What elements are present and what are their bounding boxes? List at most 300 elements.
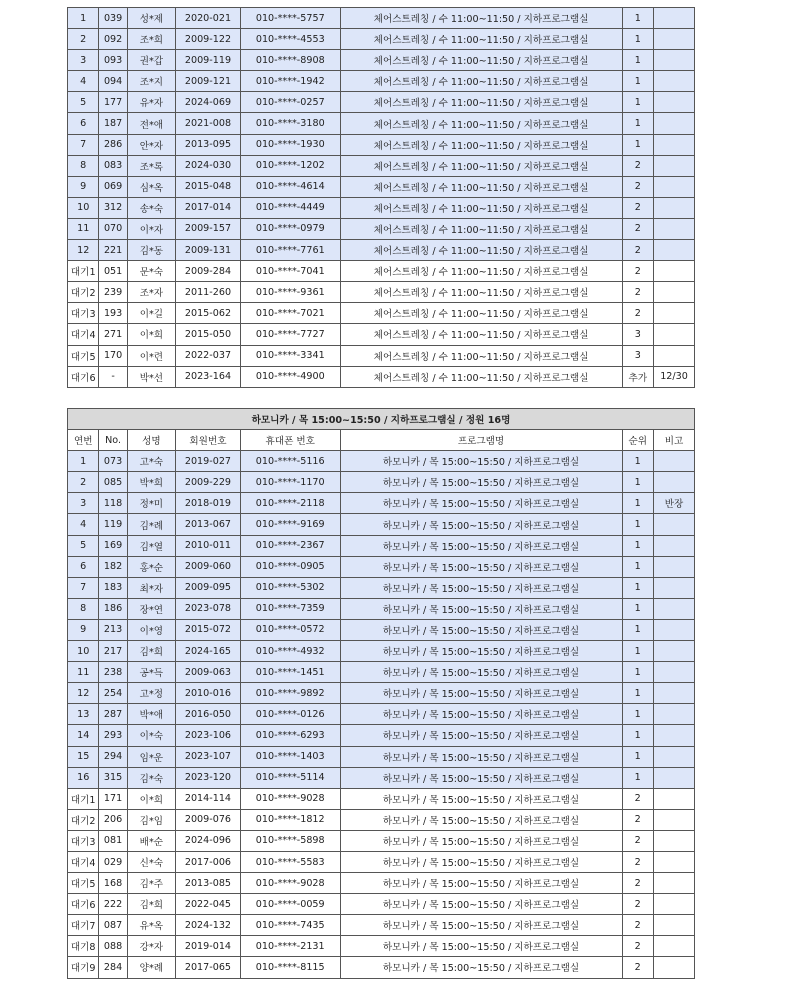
cell-phone: 010-****-7761 xyxy=(240,240,340,261)
chair-stretching-roster-table xyxy=(67,7,695,388)
table-row xyxy=(68,472,695,493)
cell-no: 083 xyxy=(99,155,127,176)
table-row xyxy=(68,851,695,872)
cell-rank: 2 xyxy=(622,915,653,936)
table-row xyxy=(68,704,695,725)
cell-program: 하모니카 / 목 15:00~15:50 / 지하프로그램실 xyxy=(340,957,622,978)
cell-seq: 6 xyxy=(68,113,99,134)
cell-rank: 1 xyxy=(622,92,653,113)
cell-phone: 010-****-6293 xyxy=(240,725,340,746)
cell-no: 222 xyxy=(99,894,127,915)
chair-stretching-roster-body xyxy=(68,8,695,388)
cell-program: 하모니카 / 목 15:00~15:50 / 지하프로그램실 xyxy=(340,556,622,577)
cell-name: 박*애 xyxy=(127,704,175,725)
cell-phone: 010-****-1202 xyxy=(240,155,340,176)
cell-no: 312 xyxy=(99,197,127,218)
cell-member-id: 2017-006 xyxy=(175,851,240,872)
cell-program: 하모니카 / 목 15:00~15:50 / 지하프로그램실 xyxy=(340,683,622,704)
cell-seq: 대기6 xyxy=(68,366,99,387)
table-row xyxy=(68,577,695,598)
cell-seq: 10 xyxy=(68,197,99,218)
cell-member-id: 2023-107 xyxy=(175,746,240,767)
cell-member-id: 2009-131 xyxy=(175,240,240,261)
header-name: 성명 xyxy=(127,430,175,451)
cell-rank: 2 xyxy=(622,176,653,197)
cell-seq: 4 xyxy=(68,514,99,535)
cell-program: 체어스트레칭 / 수 11:00~11:50 / 지하프로그램실 xyxy=(340,50,622,71)
cell-member-id: 2015-050 xyxy=(175,324,240,345)
cell-seq: 14 xyxy=(68,725,99,746)
cell-no: 217 xyxy=(99,641,127,662)
cell-seq: 3 xyxy=(68,50,99,71)
cell-member-id: 2023-164 xyxy=(175,366,240,387)
cell-name: 배*순 xyxy=(127,830,175,851)
cell-name: 임*운 xyxy=(127,746,175,767)
cell-no: 286 xyxy=(99,134,127,155)
cell-rank: 2 xyxy=(622,894,653,915)
table-row xyxy=(68,155,695,176)
cell-member-id: 2024-165 xyxy=(175,641,240,662)
cell-phone: 010-****-7021 xyxy=(240,303,340,324)
cell-seq: 대기4 xyxy=(68,324,99,345)
cell-note xyxy=(653,873,694,894)
cell-phone: 010-****-8115 xyxy=(240,957,340,978)
cell-phone: 010-****-0572 xyxy=(240,619,340,640)
cell-note xyxy=(654,345,695,366)
cell-note xyxy=(653,556,694,577)
table-row xyxy=(68,936,695,957)
table-row xyxy=(68,324,695,345)
cell-phone: 010-****-5757 xyxy=(240,8,340,29)
cell-phone: 010-****-2118 xyxy=(240,493,340,514)
cell-phone: 010-****-4932 xyxy=(240,641,340,662)
cell-member-id: 2013-085 xyxy=(175,873,240,894)
cell-phone: 010-****-2367 xyxy=(240,535,340,556)
cell-rank: 2 xyxy=(622,303,653,324)
cell-seq: 12 xyxy=(68,240,99,261)
cell-name: 박*희 xyxy=(127,472,175,493)
cell-program: 체어스트레칭 / 수 11:00~11:50 / 지하프로그램실 xyxy=(340,71,622,92)
cell-no: 206 xyxy=(99,809,127,830)
cell-rank: 1 xyxy=(622,725,653,746)
cell-note xyxy=(654,303,695,324)
cell-no: 238 xyxy=(99,662,127,683)
cell-program: 하모니카 / 목 15:00~15:50 / 지하프로그램실 xyxy=(340,746,622,767)
table-title: 하모니카 / 목 15:00~15:50 / 지하프로그램실 / 정원 16명 xyxy=(68,409,695,430)
cell-member-id: 2009-284 xyxy=(175,261,240,282)
cell-program: 체어스트레칭 / 수 11:00~11:50 / 지하프로그램실 xyxy=(340,261,622,282)
cell-seq: 대기3 xyxy=(68,303,99,324)
cell-note xyxy=(653,851,694,872)
cell-no: 171 xyxy=(99,788,127,809)
cell-program: 하모니카 / 목 15:00~15:50 / 지하프로그램실 xyxy=(340,788,622,809)
cell-rank: 1 xyxy=(622,598,653,619)
table-title-row xyxy=(68,409,695,430)
cell-seq: 대기2 xyxy=(68,809,99,830)
cell-note xyxy=(653,451,694,472)
table-row xyxy=(68,598,695,619)
cell-member-id: 2009-122 xyxy=(175,29,240,50)
cell-seq: 16 xyxy=(68,767,99,788)
cell-rank: 1 xyxy=(622,535,653,556)
cell-phone: 010-****-4553 xyxy=(240,29,340,50)
cell-rank: 1 xyxy=(622,746,653,767)
cell-name: 이*길 xyxy=(127,303,175,324)
cell-program: 하모니카 / 목 15:00~15:50 / 지하프로그램실 xyxy=(340,809,622,830)
cell-no: 029 xyxy=(99,851,127,872)
cell-name: 이*영 xyxy=(127,619,175,640)
cell-note xyxy=(653,535,694,556)
cell-note xyxy=(653,894,694,915)
cell-member-id: 2019-027 xyxy=(175,451,240,472)
cell-rank: 1 xyxy=(622,704,653,725)
table-row xyxy=(68,556,695,577)
cell-program: 체어스트레칭 / 수 11:00~11:50 / 지하프로그램실 xyxy=(340,8,622,29)
cell-name: 장*연 xyxy=(127,598,175,619)
cell-note xyxy=(654,282,695,303)
header-rank: 순위 xyxy=(622,430,653,451)
table-row xyxy=(68,957,695,978)
cell-note xyxy=(653,725,694,746)
cell-seq: 2 xyxy=(68,29,99,50)
cell-program: 체어스트레칭 / 수 11:00~11:50 / 지하프로그램실 xyxy=(340,176,622,197)
cell-rank: 1 xyxy=(622,113,653,134)
cell-phone: 010-****-9361 xyxy=(240,282,340,303)
cell-seq: 1 xyxy=(68,451,99,472)
cell-no: 085 xyxy=(99,472,127,493)
cell-name: 김*희 xyxy=(127,894,175,915)
cell-note xyxy=(654,155,695,176)
cell-rank: 2 xyxy=(622,957,653,978)
cell-member-id: 2021-008 xyxy=(175,113,240,134)
cell-rank: 1 xyxy=(622,577,653,598)
cell-program: 체어스트레칭 / 수 11:00~11:50 / 지하프로그램실 xyxy=(340,218,622,239)
cell-no: 169 xyxy=(99,535,127,556)
cell-program: 하모니카 / 목 15:00~15:50 / 지하프로그램실 xyxy=(340,619,622,640)
cell-seq: 8 xyxy=(68,598,99,619)
cell-member-id: 2022-045 xyxy=(175,894,240,915)
cell-name: 권*갑 xyxy=(127,50,175,71)
table-row xyxy=(68,50,695,71)
cell-seq: 5 xyxy=(68,535,99,556)
cell-seq: 대기4 xyxy=(68,851,99,872)
cell-phone: 010-****-5116 xyxy=(240,451,340,472)
cell-phone: 010-****-7435 xyxy=(240,915,340,936)
cell-rank: 1 xyxy=(622,493,653,514)
cell-program: 체어스트레칭 / 수 11:00~11:50 / 지하프로그램실 xyxy=(340,324,622,345)
cell-no: 254 xyxy=(99,683,127,704)
cell-note xyxy=(654,240,695,261)
table-row xyxy=(68,197,695,218)
cell-no: 092 xyxy=(99,29,127,50)
cell-member-id: 2013-095 xyxy=(175,134,240,155)
cell-rank: 3 xyxy=(622,345,653,366)
cell-no: 088 xyxy=(99,936,127,957)
cell-seq: 2 xyxy=(68,472,99,493)
table-row xyxy=(68,240,695,261)
table-row xyxy=(68,29,695,50)
cell-note xyxy=(654,8,695,29)
cell-name: 강*자 xyxy=(127,936,175,957)
cell-name: 고*정 xyxy=(127,683,175,704)
cell-phone: 010-****-9028 xyxy=(240,788,340,809)
cell-seq: 4 xyxy=(68,71,99,92)
table-row xyxy=(68,493,695,514)
cell-member-id: 2013-067 xyxy=(175,514,240,535)
cell-name: 송*숙 xyxy=(127,197,175,218)
cell-no: - xyxy=(99,366,127,387)
table-row xyxy=(68,113,695,134)
cell-no: 221 xyxy=(99,240,127,261)
table-header-row xyxy=(68,430,695,451)
table-row xyxy=(68,535,695,556)
cell-program: 하모니카 / 목 15:00~15:50 / 지하프로그램실 xyxy=(340,915,622,936)
cell-name: 조*지 xyxy=(127,71,175,92)
cell-name: 홍*순 xyxy=(127,556,175,577)
cell-phone: 010-****-5302 xyxy=(240,577,340,598)
cell-name: 유*옥 xyxy=(127,915,175,936)
header-seq: 연번 xyxy=(68,430,99,451)
cell-note xyxy=(654,261,695,282)
cell-seq: 10 xyxy=(68,641,99,662)
table-row xyxy=(68,451,695,472)
cell-note xyxy=(654,324,695,345)
cell-note xyxy=(653,577,694,598)
table-row xyxy=(68,725,695,746)
cell-phone: 010-****-0979 xyxy=(240,218,340,239)
cell-phone: 010-****-0126 xyxy=(240,704,340,725)
cell-no: 177 xyxy=(99,92,127,113)
cell-phone: 010-****-1451 xyxy=(240,662,340,683)
cell-name: 심*옥 xyxy=(127,176,175,197)
cell-rank: 1 xyxy=(622,29,653,50)
cell-name: 김*례 xyxy=(127,514,175,535)
cell-program: 하모니카 / 목 15:00~15:50 / 지하프로그램실 xyxy=(340,767,622,788)
cell-note xyxy=(653,746,694,767)
header-program: 프로그램명 xyxy=(340,430,622,451)
cell-phone: 010-****-3341 xyxy=(240,345,340,366)
cell-rank: 1 xyxy=(622,767,653,788)
cell-seq: 7 xyxy=(68,577,99,598)
cell-member-id: 2009-119 xyxy=(175,50,240,71)
cell-note: 12/30 xyxy=(654,366,695,387)
cell-note xyxy=(653,788,694,809)
cell-rank: 1 xyxy=(622,50,653,71)
cell-member-id: 2016-050 xyxy=(175,704,240,725)
table-row xyxy=(68,767,695,788)
cell-phone: 010-****-0905 xyxy=(240,556,340,577)
cell-phone: 010-****-1170 xyxy=(240,472,340,493)
table-row xyxy=(68,92,695,113)
cell-rank: 3 xyxy=(622,324,653,345)
cell-note xyxy=(654,176,695,197)
cell-name: 이*숙 xyxy=(127,725,175,746)
cell-program: 하모니카 / 목 15:00~15:50 / 지하프로그램실 xyxy=(340,577,622,598)
cell-no: 186 xyxy=(99,598,127,619)
table-row xyxy=(68,788,695,809)
table-row xyxy=(68,303,695,324)
cell-phone: 010-****-9892 xyxy=(240,683,340,704)
header-no: No. xyxy=(99,430,127,451)
cell-member-id: 2009-063 xyxy=(175,662,240,683)
table-row xyxy=(68,366,695,387)
cell-member-id: 2009-229 xyxy=(175,472,240,493)
cell-note: 반장 xyxy=(653,493,694,514)
cell-name: 김*주 xyxy=(127,873,175,894)
cell-phone: 010-****-5114 xyxy=(240,767,340,788)
cell-note xyxy=(653,598,694,619)
cell-note xyxy=(654,113,695,134)
cell-member-id: 2010-016 xyxy=(175,683,240,704)
cell-phone: 010-****-5583 xyxy=(240,851,340,872)
cell-phone: 010-****-0257 xyxy=(240,92,340,113)
cell-note xyxy=(653,641,694,662)
cell-name: 문*숙 xyxy=(127,261,175,282)
table-row xyxy=(68,830,695,851)
cell-member-id: 2024-069 xyxy=(175,92,240,113)
cell-name: 김*숙 xyxy=(127,767,175,788)
cell-member-id: 2017-014 xyxy=(175,197,240,218)
cell-rank: 1 xyxy=(622,451,653,472)
cell-member-id: 2024-030 xyxy=(175,155,240,176)
cell-program: 하모니카 / 목 15:00~15:50 / 지하프로그램실 xyxy=(340,873,622,894)
cell-phone: 010-****-8908 xyxy=(240,50,340,71)
cell-no: 293 xyxy=(99,725,127,746)
cell-rank: 1 xyxy=(622,71,653,92)
cell-name: 김*열 xyxy=(127,535,175,556)
cell-name: 김*희 xyxy=(127,641,175,662)
cell-member-id: 2015-072 xyxy=(175,619,240,640)
cell-program: 하모니카 / 목 15:00~15:50 / 지하프로그램실 xyxy=(340,451,622,472)
cell-rank: 2 xyxy=(622,873,653,894)
cell-program: 체어스트레칭 / 수 11:00~11:50 / 지하프로그램실 xyxy=(340,113,622,134)
cell-program: 하모니카 / 목 15:00~15:50 / 지하프로그램실 xyxy=(340,936,622,957)
cell-no: 119 xyxy=(99,514,127,535)
cell-member-id: 2010-011 xyxy=(175,535,240,556)
cell-member-id: 2024-132 xyxy=(175,915,240,936)
cell-seq: 대기9 xyxy=(68,957,99,978)
cell-note xyxy=(653,472,694,493)
cell-no: 170 xyxy=(99,345,127,366)
cell-no: 039 xyxy=(99,8,127,29)
cell-seq: 13 xyxy=(68,704,99,725)
harmonica-roster-table xyxy=(67,408,695,979)
header-member-id: 회원번호 xyxy=(175,430,240,451)
cell-no: 183 xyxy=(99,577,127,598)
table-row xyxy=(68,662,695,683)
cell-program: 체어스트레칭 / 수 11:00~11:50 / 지하프로그램실 xyxy=(340,29,622,50)
table-row xyxy=(68,8,695,29)
cell-no: 284 xyxy=(99,957,127,978)
cell-rank: 1 xyxy=(622,556,653,577)
cell-no: 087 xyxy=(99,915,127,936)
cell-name: 김*임 xyxy=(127,809,175,830)
cell-program: 하모니카 / 목 15:00~15:50 / 지하프로그램실 xyxy=(340,535,622,556)
cell-seq: 11 xyxy=(68,218,99,239)
cell-seq: 9 xyxy=(68,176,99,197)
cell-program: 체어스트레칭 / 수 11:00~11:50 / 지하프로그램실 xyxy=(340,366,622,387)
cell-name: 최*자 xyxy=(127,577,175,598)
cell-member-id: 2009-060 xyxy=(175,556,240,577)
cell-note xyxy=(653,767,694,788)
cell-member-id: 2018-019 xyxy=(175,493,240,514)
cell-note xyxy=(653,683,694,704)
cell-rank: 2 xyxy=(622,936,653,957)
cell-seq: 대기2 xyxy=(68,282,99,303)
table-row xyxy=(68,894,695,915)
cell-rank: 2 xyxy=(622,830,653,851)
table-row xyxy=(68,134,695,155)
cell-name: 신*숙 xyxy=(127,851,175,872)
table-row xyxy=(68,514,695,535)
table-row xyxy=(68,746,695,767)
cell-rank: 1 xyxy=(622,683,653,704)
cell-phone: 010-****-7041 xyxy=(240,261,340,282)
cell-member-id: 2019-014 xyxy=(175,936,240,957)
header-phone: 휴대폰 번호 xyxy=(240,430,340,451)
cell-member-id: 2015-048 xyxy=(175,176,240,197)
cell-note xyxy=(653,704,694,725)
cell-name: 박*선 xyxy=(127,366,175,387)
cell-no: 287 xyxy=(99,704,127,725)
cell-phone: 010-****-4449 xyxy=(240,197,340,218)
cell-no: 315 xyxy=(99,767,127,788)
cell-rank: 1 xyxy=(622,134,653,155)
cell-no: 094 xyxy=(99,71,127,92)
cell-name: 공*득 xyxy=(127,662,175,683)
cell-program: 하모니카 / 목 15:00~15:50 / 지하프로그램실 xyxy=(340,641,622,662)
cell-name: 김*동 xyxy=(127,240,175,261)
table-row xyxy=(68,873,695,894)
cell-name: 양*례 xyxy=(127,957,175,978)
table-row xyxy=(68,809,695,830)
cell-phone: 010-****-7359 xyxy=(240,598,340,619)
cell-no: 073 xyxy=(99,451,127,472)
table-row xyxy=(68,261,695,282)
cell-no: 294 xyxy=(99,746,127,767)
cell-program: 하모니카 / 목 15:00~15:50 / 지하프로그램실 xyxy=(340,662,622,683)
cell-program: 하모니카 / 목 15:00~15:50 / 지하프로그램실 xyxy=(340,851,622,872)
cell-name: 조*희 xyxy=(127,29,175,50)
cell-name: 안*자 xyxy=(127,134,175,155)
cell-no: 182 xyxy=(99,556,127,577)
cell-name: 이*자 xyxy=(127,218,175,239)
cell-note xyxy=(653,619,694,640)
cell-phone: 010-****-2131 xyxy=(240,936,340,957)
cell-rank: 1 xyxy=(622,662,653,683)
cell-note xyxy=(654,134,695,155)
cell-no: 070 xyxy=(99,218,127,239)
cell-rank: 2 xyxy=(622,240,653,261)
cell-program: 하모니카 / 목 15:00~15:50 / 지하프로그램실 xyxy=(340,514,622,535)
cell-name: 유*자 xyxy=(127,92,175,113)
cell-phone: 010-****-3180 xyxy=(240,113,340,134)
cell-name: 이*희 xyxy=(127,788,175,809)
cell-rank: 2 xyxy=(622,788,653,809)
cell-no: 081 xyxy=(99,830,127,851)
cell-phone: 010-****-1403 xyxy=(240,746,340,767)
cell-rank: 1 xyxy=(622,472,653,493)
cell-program: 하모니카 / 목 15:00~15:50 / 지하프로그램실 xyxy=(340,493,622,514)
cell-note xyxy=(654,218,695,239)
cell-phone: 010-****-7727 xyxy=(240,324,340,345)
cell-name: 성*제 xyxy=(127,8,175,29)
cell-seq: 대기1 xyxy=(68,261,99,282)
cell-seq: 대기8 xyxy=(68,936,99,957)
cell-rank: 1 xyxy=(622,514,653,535)
cell-member-id: 2011-260 xyxy=(175,282,240,303)
cell-rank: 추가 xyxy=(622,366,653,387)
